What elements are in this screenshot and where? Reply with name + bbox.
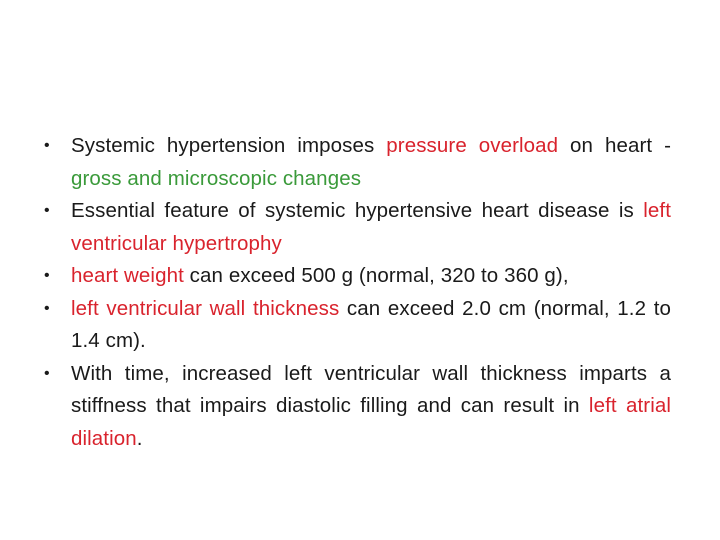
bullet-item <box>44 195 671 260</box>
highlight-red: left atrial dilation <box>71 394 672 450</box>
text-segment: With time, increased left ventricular wall thickness imparts a stiffness that impairs diastolic filling and can result in <box>71 361 671 417</box>
highlight-red: heart weight <box>71 264 184 287</box>
bullet-dot-icon: • <box>44 364 50 382</box>
bullet-text <box>71 297 671 353</box>
bullet-item <box>44 293 671 358</box>
highlight-red: left ventricular wall thickness <box>71 296 340 320</box>
highlight-red: pressure overload <box>386 134 559 157</box>
text-segment: on heart - <box>558 134 671 157</box>
text-segment: can exceed 2.0 cm (normal, 1.2 to 1.4 cm). <box>71 296 671 352</box>
bullet-text <box>71 264 569 287</box>
bullet-text <box>71 362 671 450</box>
bullet-text <box>71 199 671 255</box>
bullet-dot-icon: • <box>44 267 50 284</box>
bullet-dot-icon: • <box>44 137 50 154</box>
highlight-red: left ventricular hypertrophy <box>71 199 671 255</box>
bullet-item <box>44 260 671 293</box>
bullet-item <box>44 130 671 195</box>
text-segment: . <box>136 426 143 450</box>
highlight-green: gross and microscopic changes <box>71 166 362 190</box>
text-segment: Systemic hypertension imposes <box>71 134 387 157</box>
bullet-text <box>71 134 671 190</box>
bullet-dot-icon: • <box>44 202 50 219</box>
text-segment: can exceed 500 g (normal, 320 to 360 g), <box>183 264 569 287</box>
bullet-dot-icon: • <box>44 299 50 317</box>
bullet-list <box>44 130 671 455</box>
bullet-item <box>44 358 671 456</box>
text-segment: Essential feature of systemic hypertensive heart disease is <box>71 199 644 222</box>
